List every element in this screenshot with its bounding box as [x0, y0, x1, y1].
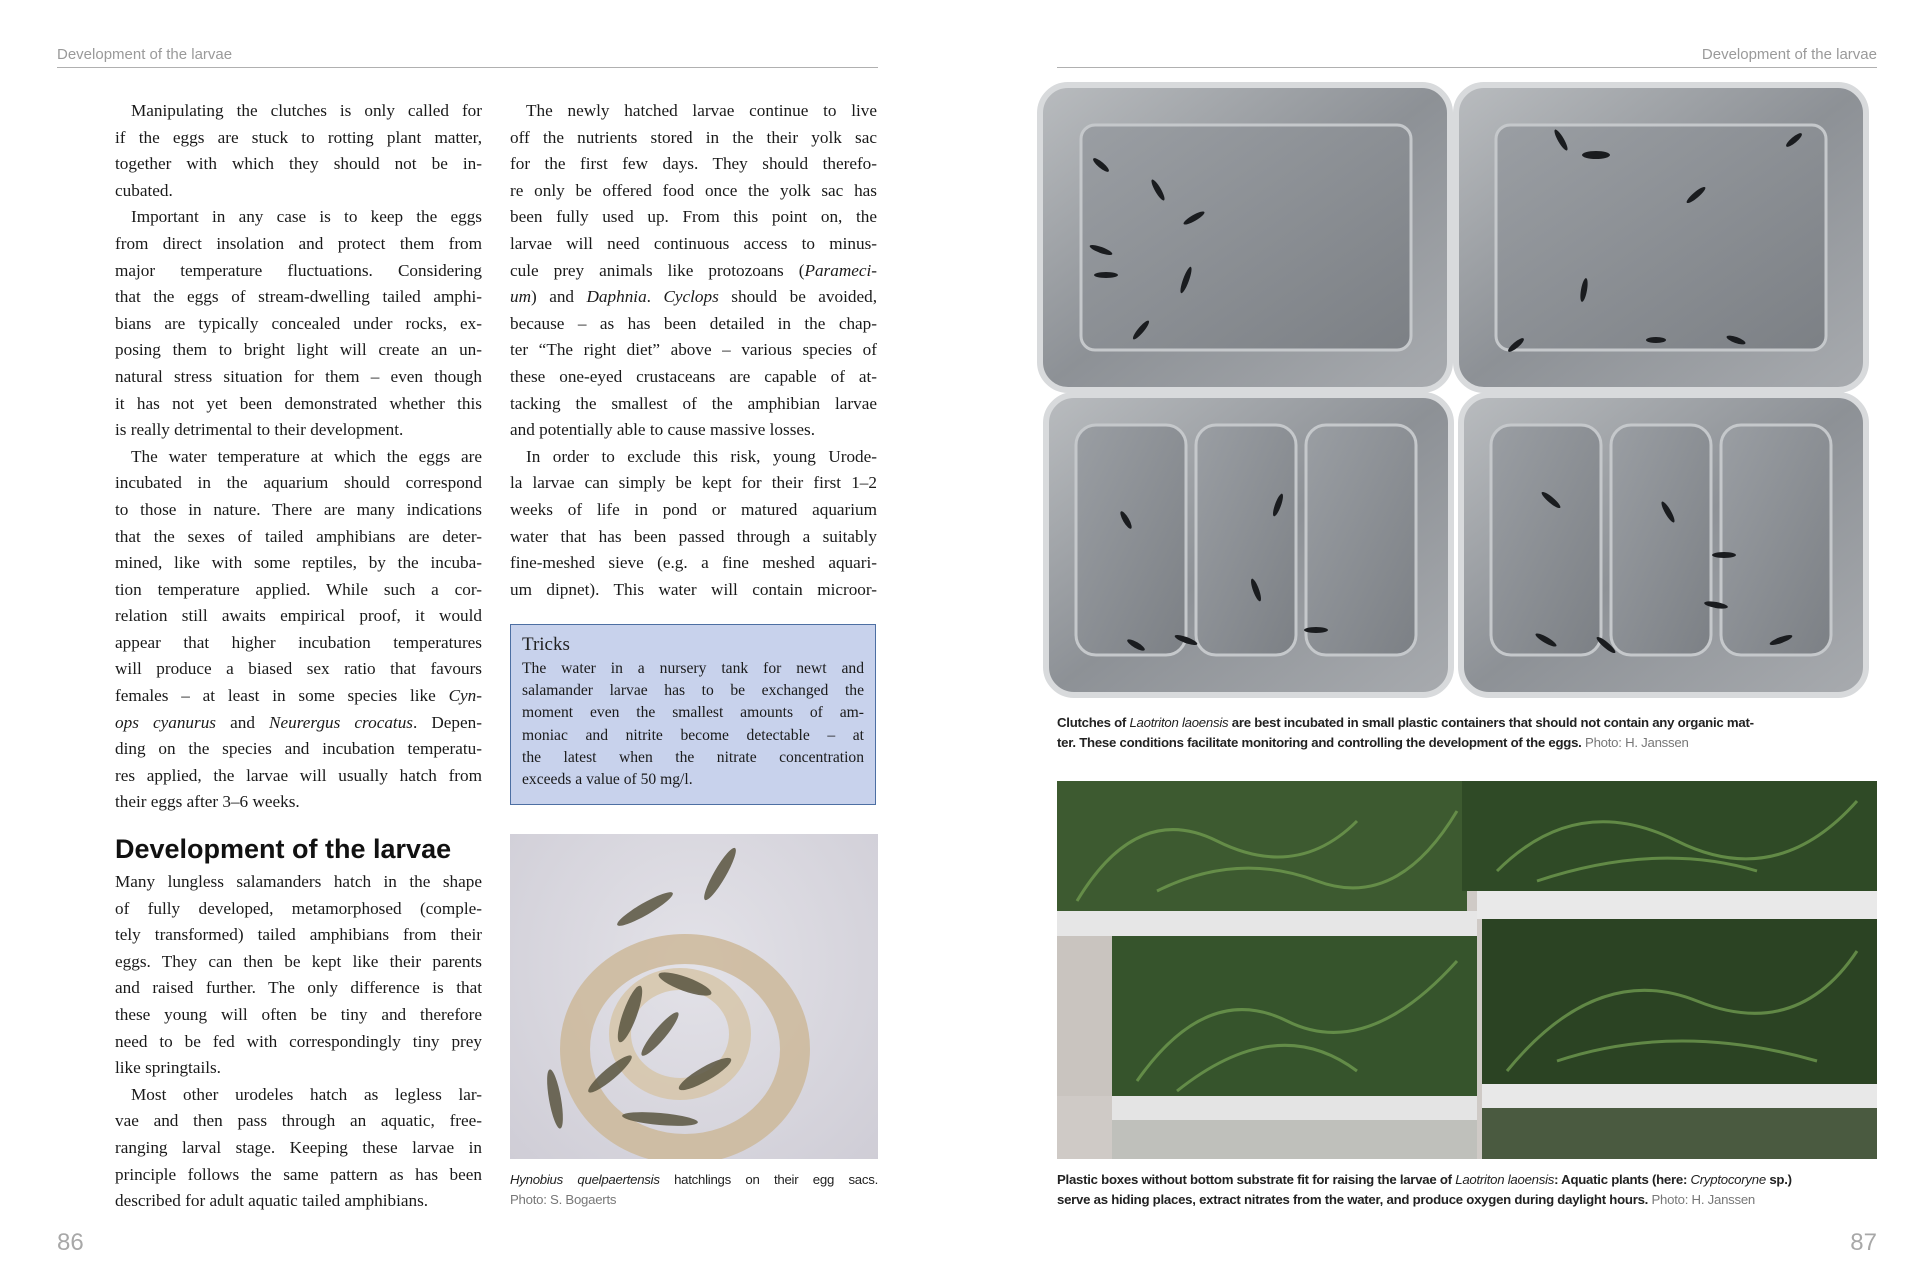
text-line [510, 125, 877, 152]
caption-boxes [1057, 1170, 1887, 1210]
text-segment: off the nutrients stored in the their yolk sac [510, 127, 877, 147]
text-segment: Manipulating the clutches is only called for [131, 101, 482, 120]
italic-term: Neurergus crocatus [269, 712, 413, 732]
text-line [510, 444, 877, 471]
text-line [115, 656, 482, 683]
text-segment: cubated. [115, 180, 173, 200]
caption-text: : Aquatic plants (here: [1554, 1172, 1691, 1187]
caption-text: hatchlings on their egg sacs. [659, 1172, 878, 1187]
paragraph [115, 98, 482, 204]
text-segment: re only be offered food once the yolk sac has [510, 180, 877, 200]
text-segment: that the eggs of stream-dwelling tailed amphi- [115, 287, 482, 307]
text-line [115, 470, 482, 497]
running-head-right: Development of the larvae [1701, 46, 1877, 63]
text-line [115, 391, 482, 418]
running-head-left: Development of the larvae [57, 46, 233, 63]
text-line [510, 577, 877, 604]
text-segment: relation still awaits empirical proof, it would [115, 606, 482, 626]
boxes-illustration [1057, 781, 1877, 1159]
text-line [115, 1135, 482, 1162]
text-segment: described for adult aquatic tailed amphibians. [115, 1191, 429, 1211]
text-segment: principle follows the same pattern as has been [115, 1164, 482, 1184]
tricks-box [510, 624, 876, 805]
caption-text: are best incubated in small plastic containers that should not contain any organic mat- [1228, 715, 1754, 730]
column-2 [510, 98, 877, 603]
text-line [115, 98, 482, 125]
text-segment: major temperature fluctuations. Considering [115, 260, 482, 280]
paragraph [115, 869, 482, 1082]
text-line [115, 683, 482, 710]
text-segment: and [216, 712, 270, 732]
tricks-line: The water in a nursery tank for newt and [522, 660, 864, 677]
text-segment: these one-eyed crustaceans are capable of at- [510, 366, 877, 386]
paragraph [115, 444, 482, 816]
text-line [510, 364, 877, 391]
column-1-top [115, 98, 482, 816]
text-segment: tacking the smallest of the amphibian larvae [510, 393, 877, 413]
text-line [115, 311, 482, 338]
text-segment: from direct insolation and protect them from [115, 233, 482, 253]
text-line [115, 258, 482, 285]
text-line [510, 98, 877, 125]
text-segment: been fully used up. From this point on, the [510, 207, 877, 227]
text-segment: tely transformed) tailed amphibians from their [115, 925, 482, 945]
caption-species: Laotriton laoensis [1455, 1172, 1555, 1187]
text-line [115, 1029, 482, 1056]
text-segment: if the eggs are stuck to rotting plant matter, [115, 127, 482, 147]
text-segment: ter “The right diet” above – various species of [510, 340, 877, 360]
text-segment: need to be fed with correspondingly tiny prey [115, 1031, 482, 1051]
text-line [115, 975, 482, 1002]
text-line [115, 550, 482, 577]
text-line [115, 151, 482, 178]
text-line [115, 125, 482, 152]
text-segment: . [646, 287, 664, 307]
text-segment: their eggs after 3–6 weeks. [115, 792, 300, 812]
text-segment: together with which they should not be in- [115, 154, 482, 174]
text-line [115, 1162, 482, 1189]
italic-term: Parameci- [804, 260, 877, 280]
text-line [510, 497, 877, 524]
text-segment: because – as has been detailed in the chap- [510, 313, 877, 333]
text-segment: um dipnet). This water will contain microor- [510, 579, 877, 599]
tricks-line: salamander larvae has to be exchanged the [522, 682, 864, 700]
photo-credit: Photo: S. Bogaerts [510, 1192, 617, 1207]
text-line [510, 337, 877, 364]
text-segment: posing them to bright light will create an un- [115, 340, 482, 360]
text-segment: res applied, the larvae will usually hatch from [115, 765, 482, 785]
photo-clutches [1036, 80, 1897, 705]
paragraph [510, 98, 877, 444]
text-segment: ding on the species and incubation temperatu- [115, 739, 482, 759]
text-segment: larvae will need continuous access to minus- [510, 233, 877, 253]
text-line [115, 896, 482, 923]
text-line [510, 470, 877, 497]
hatchlings-illustration [510, 834, 878, 1159]
text-line [115, 1082, 482, 1109]
text-line [115, 364, 482, 391]
tricks-line: exceeds a value of 50 mg/l. [522, 770, 693, 788]
italic-term: ops cyanurus [115, 712, 216, 732]
text-segment: and potentially able to cause massive losses. [510, 420, 816, 440]
text-line [115, 524, 482, 551]
text-line [115, 231, 482, 258]
text-segment: bians are typically concealed under rocks, ex- [115, 313, 482, 333]
text-segment: ) and [531, 287, 587, 307]
text-segment: these young will often be tiny and therefore [115, 1004, 482, 1024]
text-line [115, 1188, 482, 1215]
italic-term: Cyclops [663, 287, 719, 307]
caption-hatchlings [510, 1170, 878, 1210]
text-line [510, 258, 877, 285]
text-line [115, 1108, 482, 1135]
paragraph [510, 444, 877, 604]
paragraph [115, 1082, 482, 1215]
text-line [510, 204, 877, 231]
text-segment: eggs. They can then be kept like their parents [115, 951, 482, 971]
text-line [510, 151, 877, 178]
text-segment: weeks of life in pond or matured aquarium [510, 499, 877, 519]
caption-species: Laotriton laoensis [1129, 715, 1229, 730]
text-segment: In order to exclude this risk, young Urode- [526, 446, 877, 466]
text-line [115, 789, 482, 816]
text-segment: Important in any case is to keep the eggs [131, 207, 482, 227]
text-segment: of fully developed, metamorphosed (comple- [115, 898, 482, 918]
trays-illustration [1036, 80, 1897, 705]
text-line [115, 630, 482, 657]
text-segment: it has not yet been demonstrated whether this [115, 393, 482, 413]
text-segment: that the sexes of tailed amphibians are deter- [115, 526, 482, 546]
italic-term: Cyn- [448, 686, 482, 706]
caption-text: ter. These conditions facilitate monitoring and controlling the development of the eggs. [1057, 735, 1582, 750]
text-segment: natural stress situation for them – even though [115, 366, 482, 386]
text-segment: tion temperature applied. While such a cor- [115, 579, 482, 599]
photo-boxes [1057, 781, 1877, 1159]
tricks-line: moniac and nitrite become detectable – at [522, 726, 864, 744]
text-line [510, 311, 877, 338]
text-line [115, 869, 482, 896]
text-segment: to those in nature. There are many indications [115, 499, 482, 519]
photo-hatchlings [510, 834, 878, 1159]
text-segment: cule prey animals like protozoans ( [510, 260, 805, 280]
caption-plant: Cryptocoryne [1690, 1172, 1766, 1187]
text-segment: . Depen- [412, 712, 482, 732]
header-rule-left [57, 67, 878, 68]
text-line [115, 284, 482, 311]
text-line [115, 337, 482, 364]
paragraph [115, 204, 482, 443]
tricks-body [522, 658, 864, 791]
text-segment: water that has been passed through a suitably [510, 526, 877, 546]
text-segment: mined, like with some reptiles, by the incuba- [115, 553, 482, 573]
text-line [115, 417, 482, 444]
text-segment: like springtails. [115, 1058, 221, 1078]
photo-credit: Photo: H. Janssen [1585, 735, 1689, 750]
caption-text: sp.) [1765, 1172, 1792, 1187]
text-line [115, 497, 482, 524]
text-segment: The water temperature at which the eggs are [131, 446, 482, 466]
text-line [510, 178, 877, 205]
text-line [115, 603, 482, 630]
text-line [115, 204, 482, 231]
text-segment: fine-meshed sieve (e.g. a fine meshed aquari- [510, 553, 877, 573]
text-line [115, 1055, 482, 1082]
italic-term: Daphnia [586, 287, 647, 307]
column-1-bottom [115, 869, 482, 1215]
text-line [115, 949, 482, 976]
text-line [115, 577, 482, 604]
page-number-left: 86 [57, 1229, 84, 1256]
caption-text: Clutches of [1057, 715, 1130, 730]
text-segment: incubated in the aquarium should correspond [115, 473, 482, 493]
text-segment: Most other urodeles hatch as legless lar- [131, 1084, 482, 1104]
text-line [115, 922, 482, 949]
text-segment: and raised further. The only difference is that [115, 978, 482, 998]
caption-text: Plastic boxes without bottom substrate fit for raising the larvae of [1057, 1172, 1456, 1187]
text-segment: should be avoided, [718, 287, 877, 307]
text-line [510, 391, 877, 418]
tricks-title: Tricks [522, 634, 570, 655]
text-line [115, 1002, 482, 1029]
tricks-line: moment even the smallest amounts of am- [522, 704, 864, 722]
text-line [510, 284, 877, 311]
header-rule-right [1057, 67, 1877, 68]
text-line [510, 417, 877, 444]
caption-text: serve as hiding places, extract nitrates from the water, and produce oxygen during daylight hours. [1057, 1192, 1649, 1207]
page-number-right: 87 [1850, 1229, 1877, 1256]
text-segment: vae and then pass through an aquatic, free- [115, 1111, 482, 1131]
photo-credit: Photo: H. Janssen [1651, 1192, 1756, 1207]
text-line [115, 763, 482, 790]
text-line [510, 231, 877, 258]
text-line [115, 710, 482, 737]
section-heading: Development of the larvae [115, 834, 452, 864]
text-segment: for the first few days. They should therefo- [510, 154, 877, 174]
text-segment: ranging larval stage. Keeping these larvae in [115, 1137, 482, 1157]
text-segment: is really detrimental to their development. [115, 420, 404, 440]
caption-clutches [1057, 713, 1887, 753]
text-segment: appear that higher incubation temperatures [115, 632, 482, 652]
text-line [510, 524, 877, 551]
caption-species: Hynobius quelpaertensis [510, 1172, 660, 1187]
tricks-line: the latest when the nitrate concentration [522, 748, 864, 766]
text-segment: Many lungless salamanders hatch in the shape [115, 872, 482, 891]
text-line [510, 550, 877, 577]
text-line [115, 736, 482, 763]
text-segment: la larvae can simply be kept for their first 1–2 [510, 473, 877, 493]
text-segment: will produce a biased sex ratio that favours [115, 659, 482, 679]
text-line [115, 444, 482, 471]
text-line [115, 178, 482, 205]
text-segment: females – at least in some species like [115, 686, 449, 706]
text-segment: The newly hatched larvae continue to live [526, 101, 877, 120]
italic-term: um [510, 287, 532, 307]
